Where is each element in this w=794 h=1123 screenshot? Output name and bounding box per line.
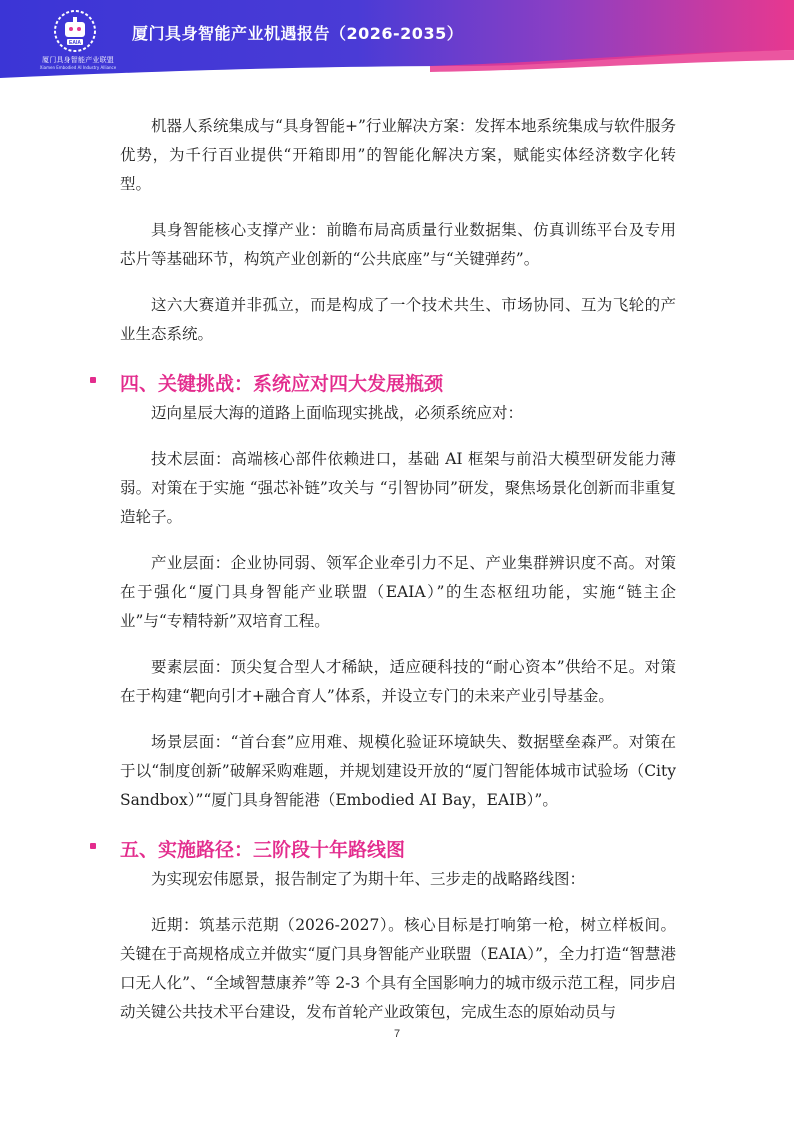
section-intro: 迈向星辰大海的道路上面临现实挑战，必须系统应对： bbox=[151, 404, 524, 422]
paragraph: 要素层面：顶尖复合型人才稀缺，适应硬科技的“耐心资本”供给不足。对策在于构建“靶向引才+融合育人”体系，并设立专门的未来产业引导基金。 bbox=[120, 658, 676, 705]
section-heading-4 bbox=[120, 371, 676, 397]
bullet-icon bbox=[90, 843, 96, 849]
page-body bbox=[120, 112, 676, 1027]
robot-logo-icon bbox=[52, 8, 98, 54]
logo-org-name: 厦门具身智能产业联盟 bbox=[42, 56, 114, 64]
paragraph: 技术层面：高端核心部件依赖进口，基础 AI 框架与前沿大模型研发能力薄弱。对策在于实施 “强芯补链”攻关与 “引智协同”研发，聚焦场景化创新而非重复造轮子。 bbox=[120, 450, 676, 526]
section-heading-text: 四、关键挑战：系统应对四大发展瓶颈 bbox=[120, 373, 444, 395]
report-title: 厦门具身智能产业机遇报告（2026-2035） bbox=[132, 24, 464, 43]
page-header bbox=[0, 0, 794, 78]
section-heading-text: 五、实施路径：三阶段十年路线图 bbox=[120, 839, 406, 861]
paragraph: 场景层面：“首台套”应用难、规模化验证环境缺失、数据壁垒森严。对策在于以“制度创新”破解采购难题，并规划建设开放的“厦门智能体城市试验场（City Sandbox）”“厦门具身智能港（Embodied AI Bay，EAIB）”。 bbox=[120, 733, 676, 809]
alliance-logo bbox=[52, 8, 98, 54]
paragraph: 产业层面：企业协同弱、领军企业牵引力不足、产业集群辨识度不高。对策在于强化“厦门具身智能产业联盟（EAIA）”的生态枢纽功能，实施“链主企业”与“专精特新”双培育工程。 bbox=[120, 554, 676, 630]
paragraph: 具身智能核心支撑产业：前瞻布局高质量行业数据集、仿真训练平台及专用芯片等基础环节，构筑产业创新的“公共底座”与“关键弹药”。 bbox=[120, 221, 676, 268]
paragraph: 这六大赛道并非孤立，而是构成了一个技术共生、市场协同、互为飞轮的产业生态系统。 bbox=[120, 296, 676, 343]
paragraph: 机器人系统集成与“具身智能+”行业解决方案：发挥本地系统集成与软件服务优势，为千行百业提供“开箱即用”的智能化解决方案，赋能实体经济数字化转型。 bbox=[120, 117, 676, 193]
logo-org-name-en: Xiamen Embodied AI Industry Alliance bbox=[39, 65, 117, 70]
section-heading-5 bbox=[120, 837, 676, 863]
page-number: 7 bbox=[393, 1028, 401, 1040]
paragraph: 近期：筑基示范期（2026-2027）。核心目标是打响第一枪，树立样板间。关键在于高规格成立并做实“厦门具身智能产业联盟（EAIA）”，全力打造“智慧港口无人化”、“全域智慧康养”等 2-3 个具有全国影响力的城市级示范工程，同步启动关键公共技术平台建设，发布首轮产业政策包，完成生态的原始动员与 bbox=[120, 916, 676, 1021]
section-intro: 为实现宏伟愿景，报告制定了为期十年、三步走的战略路线图： bbox=[151, 870, 586, 888]
bullet-icon bbox=[90, 377, 96, 383]
logo-text: EAIA bbox=[69, 40, 81, 46]
